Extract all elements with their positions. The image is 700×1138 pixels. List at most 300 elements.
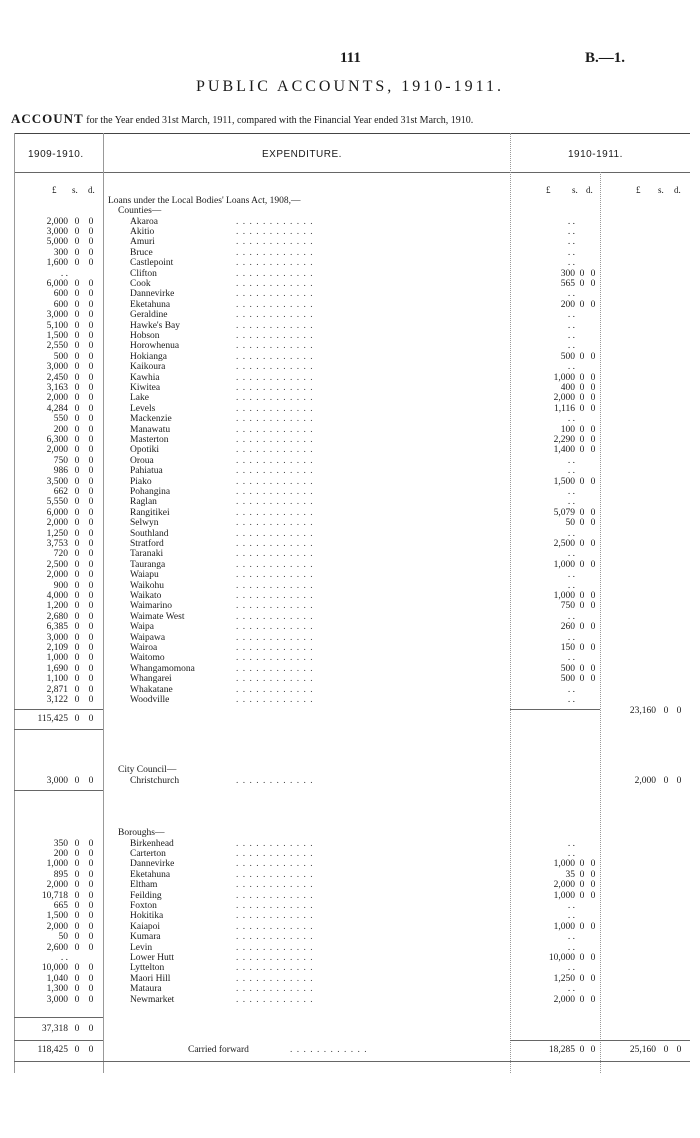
- boroughs-prev-under-rule: [14, 1040, 103, 1041]
- cur-amount: 5,079: [553, 507, 575, 518]
- cur-shillings: 0: [579, 538, 585, 549]
- cur-placeholder: . .: [567, 838, 575, 849]
- expenditure-header: EXPENDITURE.: [262, 149, 342, 160]
- carried-cur-d: 0: [590, 1045, 596, 1055]
- table-row: [0, 653, 700, 664]
- prev-shillings: 0: [74, 528, 80, 539]
- prev-shillings: 0: [74, 694, 80, 705]
- leader-dots: . . . . . . . . . . . .: [236, 580, 314, 591]
- cur-pence: 0: [590, 507, 596, 518]
- table-row: [0, 279, 700, 290]
- cur-shillings: 0: [579, 994, 585, 1005]
- local-body-name: Horowhenua: [130, 341, 180, 352]
- leader-dots: . . . . . . . . . . . .: [236, 984, 314, 995]
- prev-shillings: 0: [74, 237, 80, 248]
- prev-shillings: 0: [74, 570, 80, 581]
- cur-placeholder: . .: [567, 942, 575, 953]
- cur-shillings: 0: [579, 674, 585, 685]
- table-row: [0, 237, 700, 248]
- leader-dots: . . . . . . . . . . . .: [236, 466, 314, 477]
- table-top-rule: [14, 133, 690, 134]
- leader-dots: . . . . . . . . . . . .: [236, 268, 314, 279]
- prev-shillings: 0: [74, 518, 80, 529]
- cur-shillings: 0: [579, 663, 585, 674]
- carried-total: 25,160: [629, 1045, 656, 1055]
- local-body-name: Mackenzie: [130, 414, 172, 425]
- prev-shillings: 0: [74, 632, 80, 643]
- prev-pence: 0: [88, 538, 94, 549]
- prev-pence: 0: [88, 684, 94, 695]
- table-row: [0, 932, 700, 943]
- prev-shilling-label: s.: [72, 185, 78, 195]
- leader-dots: . . . . . . . . . . . .: [236, 320, 314, 331]
- carried-total-d: 0: [676, 1045, 682, 1055]
- table-row: [0, 425, 700, 436]
- table-row: [0, 331, 700, 342]
- prev-shillings: 0: [74, 963, 80, 974]
- prev-shillings: 0: [74, 330, 80, 341]
- cur-amount: 50: [565, 518, 575, 529]
- leader-dots: . . . . . . . . . . . .: [236, 663, 314, 674]
- cur-placeholder: . .: [567, 320, 575, 331]
- cur-pence: 0: [590, 663, 596, 674]
- prev-pence: 0: [88, 403, 94, 414]
- cur-amount: 565: [560, 278, 575, 289]
- local-body-name: Selwyn: [130, 518, 159, 529]
- cur-amount: 2,000: [553, 880, 575, 891]
- prev-pence: 0: [88, 497, 94, 508]
- table-bottom-rule: [14, 1061, 690, 1062]
- cur-amount: 150: [560, 642, 575, 653]
- cur-shillings: 0: [579, 642, 585, 653]
- cur-placeholder: . .: [567, 310, 575, 321]
- local-body-name: Masterton: [130, 434, 169, 445]
- prev-pence: 0: [88, 226, 94, 237]
- leader-dots: . . . . . . . . . . . .: [236, 590, 314, 601]
- leader-dots: . . . . . . . . . . . .: [236, 476, 314, 487]
- table-row: [0, 227, 700, 238]
- cur-pence-label: d.: [586, 185, 593, 195]
- prev-pence: 0: [88, 921, 94, 932]
- leader-dots: . . . . . . . . . . . .: [236, 424, 314, 435]
- cur-amount: 500: [560, 674, 575, 685]
- prev-pence: 0: [88, 900, 94, 911]
- cur-shillings: 0: [579, 869, 585, 880]
- prev-shillings: 0: [74, 507, 80, 518]
- city-prev-rule: [14, 790, 103, 791]
- local-body-name: Eltham: [130, 880, 158, 891]
- prev-pence: 0: [88, 642, 94, 653]
- leader-dots: . . . . . . . . . . . .: [236, 601, 314, 612]
- prev-pence: 0: [88, 942, 94, 953]
- cur-pence: 0: [590, 476, 596, 487]
- table-row: [0, 321, 700, 332]
- table-row: [0, 529, 700, 540]
- cur-placeholder: . .: [567, 455, 575, 466]
- leader-dots: . . . . . . . . . . . .: [236, 963, 314, 974]
- prev-shillings: 0: [74, 486, 80, 497]
- carried-cur-s: 0: [579, 1045, 585, 1055]
- leader-dots: . . . . . . . . . . . .: [236, 952, 314, 963]
- cur-shillings: 0: [579, 434, 585, 445]
- prev-shillings: 0: [74, 289, 80, 300]
- table-row: [0, 373, 700, 384]
- counties-prev-total-d: 0: [88, 714, 94, 724]
- prev-amount: 2,871: [46, 684, 68, 695]
- prev-shillings: 0: [74, 466, 80, 477]
- carried-total-s: 0: [663, 1045, 669, 1055]
- cur-pence: 0: [590, 952, 596, 963]
- table-row: [0, 922, 700, 933]
- prev-pence: 0: [88, 445, 94, 456]
- prev-shillings: 0: [74, 362, 80, 373]
- leader-dots: . . . . . . . . . . . .: [236, 674, 314, 685]
- prev-amount: 1,000: [46, 859, 68, 870]
- prev-amount: 1,300: [46, 984, 68, 995]
- prev-pence: 0: [88, 694, 94, 705]
- prev-pence: 0: [88, 932, 94, 943]
- prev-pence: 0: [88, 549, 94, 560]
- table-row: [0, 310, 700, 321]
- intro-row: [0, 196, 700, 207]
- prev-shillings: 0: [74, 921, 80, 932]
- document-code: B.—1.: [585, 50, 626, 66]
- local-body-name: Whangamomona: [130, 663, 195, 674]
- prev-shillings: 0: [74, 226, 80, 237]
- prev-amount: 1,200: [46, 601, 68, 612]
- prev-amount: 3,753: [46, 538, 68, 549]
- local-body-name: Cook: [130, 278, 151, 289]
- prev-amount: 2,000: [46, 393, 68, 404]
- cur-placeholder: . .: [567, 414, 575, 425]
- prev-pence: 0: [88, 859, 94, 870]
- leader-dots: . . . . . . . . . . . .: [236, 570, 314, 581]
- cur-amount: 1,000: [553, 859, 575, 870]
- cur-placeholder: . .: [567, 984, 575, 995]
- prev-amount: 750: [53, 455, 68, 466]
- local-body-name: Kumara: [130, 932, 161, 943]
- local-body-name: Woodville: [130, 694, 170, 705]
- cur-shillings: 0: [579, 299, 585, 310]
- cur-placeholder: . .: [567, 237, 575, 248]
- prev-pence: 0: [88, 559, 94, 570]
- local-body-name: Clifton: [130, 268, 157, 279]
- counties-prev-total-s: 0: [74, 714, 80, 724]
- local-body-name: Birkenhead: [130, 838, 174, 849]
- leader-dots: . . . . . . . . . . . .: [236, 848, 314, 859]
- prev-shillings: 0: [74, 538, 80, 549]
- cur-pence: 0: [590, 994, 596, 1005]
- table-row: [0, 839, 700, 850]
- local-body-name: Lyttelton: [130, 963, 165, 974]
- table-row: [0, 581, 700, 592]
- cur-pence: 0: [590, 424, 596, 435]
- carried-prev-s: 0: [74, 1045, 80, 1055]
- local-body-name: Waipa: [130, 622, 155, 633]
- prev-amount: 4,284: [46, 403, 68, 414]
- cur-pence: 0: [590, 601, 596, 612]
- prev-shillings: 0: [74, 984, 80, 995]
- prev-amount: 3,000: [46, 310, 68, 321]
- leader-dots: . . . . . . . . . . . .: [236, 694, 314, 705]
- local-body-name: Mataura: [130, 984, 162, 995]
- prev-amount: 600: [53, 289, 68, 300]
- table-row: [0, 560, 700, 571]
- local-body-name: Dannevirke: [130, 859, 175, 870]
- prev-amount: 600: [53, 299, 68, 310]
- leader-dots: . . . . . . . . . . . .: [236, 382, 314, 393]
- prev-pence: 0: [88, 476, 94, 487]
- table-row: [0, 362, 700, 373]
- leader-dots: . . . . . . . . . . . .: [236, 299, 314, 310]
- prev-pence: 0: [88, 455, 94, 466]
- prev-shillings: 0: [74, 351, 80, 362]
- leader-dots: . . . . . . . . . . . .: [236, 684, 314, 695]
- prev-pence: 0: [88, 590, 94, 601]
- boroughs-heading: Boroughs—: [118, 828, 165, 838]
- local-body-name: Lower Hutt: [130, 952, 175, 963]
- account-word: ACCOUNT: [11, 111, 84, 126]
- cur-amount: 1,000: [553, 921, 575, 932]
- prev-pence: 0: [88, 424, 94, 435]
- leader-dots: . . . . . . . . . . . .: [236, 414, 314, 425]
- local-body-name: Levin: [130, 942, 153, 953]
- prev-shillings: 0: [74, 414, 80, 425]
- table-row: [0, 984, 700, 995]
- local-body-name: Taranaki: [130, 549, 164, 560]
- leader-dots: . . . . . . . . . . . .: [236, 362, 314, 373]
- leader-dots: . . . . . . . . . . . .: [236, 226, 314, 237]
- prev-amount: 6,300: [46, 434, 68, 445]
- prev-shillings: 0: [74, 869, 80, 880]
- local-body-name: Wairoa: [130, 642, 158, 653]
- table-row: [0, 870, 700, 881]
- table-row: [0, 508, 700, 519]
- leader-dots: . . . . . . . . . . . .: [236, 859, 314, 870]
- table-row: [0, 258, 700, 269]
- table-row: [0, 880, 700, 891]
- prev-amount: 720: [53, 549, 68, 560]
- table-row: [0, 591, 700, 602]
- prev-amount: 2,000: [46, 518, 68, 529]
- cur-pence: 0: [590, 622, 596, 633]
- local-body-name: Hobson: [130, 330, 160, 341]
- cur-shillings: 0: [579, 973, 585, 984]
- boroughs-prev-total-row: [0, 1024, 700, 1035]
- leader-dots: . . . . . . . . . . . .: [236, 247, 314, 258]
- cur-placeholder: . .: [567, 570, 575, 581]
- leader-dots: . . . . . . . . . . . .: [236, 258, 314, 269]
- prev-amount: 2,680: [46, 611, 68, 622]
- prev-pence: 0: [88, 393, 94, 404]
- cur-pence: 0: [590, 445, 596, 456]
- leader-dots: . . . . . . . . . . . .: [236, 921, 314, 932]
- table-row: [0, 477, 700, 488]
- leader-dots: . . . . . . . . . . . .: [236, 911, 314, 922]
- table-row: [0, 518, 700, 529]
- cur-amount: 300: [560, 268, 575, 279]
- local-body-name: Rangitikei: [130, 507, 170, 518]
- prev-pence: 0: [88, 299, 94, 310]
- prev-pence: 0: [88, 258, 94, 269]
- prev-amount: 50: [58, 932, 68, 943]
- cur-amount: 1,000: [553, 890, 575, 901]
- counties-prev-total-row: [0, 714, 700, 725]
- local-body-name: Oroua: [130, 455, 154, 466]
- prev-pence: 0: [88, 622, 94, 633]
- cur-shillings: 0: [579, 372, 585, 383]
- cur-placeholder: . .: [567, 226, 575, 237]
- prev-shillings: 0: [74, 278, 80, 289]
- prev-pence: 0: [88, 351, 94, 362]
- cur-pence: 0: [590, 434, 596, 445]
- table-row: [0, 414, 700, 425]
- table-row: [0, 953, 700, 964]
- local-body-name: Tauranga: [130, 559, 166, 570]
- prev-amount: 1,690: [46, 663, 68, 674]
- leader-dots: . . . . . . . . . . . .: [236, 528, 314, 539]
- cur-placeholder: . .: [567, 580, 575, 591]
- prev-shillings: 0: [74, 455, 80, 466]
- counties-heading: Counties—: [118, 206, 162, 216]
- cur-shillings: 0: [579, 268, 585, 279]
- prev-pence: 0: [88, 320, 94, 331]
- cur-pence: 0: [590, 351, 596, 362]
- table-row: [0, 466, 700, 477]
- prev-pence-label: d.: [88, 185, 95, 195]
- cur-pence: 0: [590, 674, 596, 685]
- local-body-name: Eketahuna: [130, 299, 171, 310]
- prev-pence: 0: [88, 580, 94, 591]
- prev-shillings: 0: [74, 247, 80, 258]
- counties-cur-total-d: 0: [676, 706, 682, 716]
- cur-pence: 0: [590, 393, 596, 404]
- leader-dots: . . . . . . . . . . . .: [236, 942, 314, 953]
- cur-year-header: 1910-1911.: [568, 149, 623, 160]
- table-row: [0, 664, 700, 675]
- table-row: [0, 849, 700, 860]
- cur-placeholder: . .: [567, 684, 575, 695]
- prev-amount: 2,109: [46, 642, 68, 653]
- cur-shillings: 0: [579, 880, 585, 891]
- prev-amount: 3,500: [46, 476, 68, 487]
- prev-amount: 1,100: [46, 674, 68, 685]
- cur-placeholder: . .: [567, 653, 575, 664]
- prev-amount: 662: [53, 486, 68, 497]
- table-row: [0, 674, 700, 685]
- cur-placeholder: . .: [567, 963, 575, 974]
- cur-placeholder: . .: [567, 932, 575, 943]
- prev-amount: 2,450: [46, 372, 68, 383]
- prev-amount: 6,000: [46, 278, 68, 289]
- leader-dots: . . . . . . . . . . . .: [236, 900, 314, 911]
- table-row: [0, 622, 700, 633]
- leader-dots: . . . . . . . . . . . .: [236, 994, 314, 1005]
- carried-prev: 118,425: [37, 1045, 68, 1055]
- local-body-name: Kiwitea: [130, 382, 161, 393]
- prev-shillings: 0: [74, 601, 80, 612]
- cur-pence: 0: [590, 859, 596, 870]
- prev-shillings: 0: [74, 434, 80, 445]
- cur-placeholder: . .: [567, 911, 575, 922]
- local-body-name: Hawke's Bay: [130, 320, 180, 331]
- local-body-name: Maori Hill: [130, 973, 171, 984]
- leader-dots: . . . . . . . . . . . .: [236, 278, 314, 289]
- local-body-name: Akitio: [130, 226, 155, 237]
- cur-pence: 0: [590, 538, 596, 549]
- city-name: Christchurch: [130, 776, 180, 786]
- prev-amount: 3,000: [46, 226, 68, 237]
- prev-shillings: 0: [74, 900, 80, 911]
- prev-amount: 200: [53, 424, 68, 435]
- prev-shillings: 0: [74, 445, 80, 456]
- leader-dots: . . . . . . . . . . . .: [236, 455, 314, 466]
- cur-shillings: 0: [579, 351, 585, 362]
- local-body-name: Waikohu: [130, 580, 165, 591]
- cur-placeholder: . .: [567, 247, 575, 258]
- local-body-name: Dannevirke: [130, 289, 175, 300]
- prev-shillings: 0: [74, 382, 80, 393]
- carried-prev-d: 0: [88, 1045, 94, 1055]
- carried-cur-rule: [510, 1040, 690, 1041]
- prev-amount: 500: [53, 351, 68, 362]
- cur-pence: 0: [590, 299, 596, 310]
- prev-pence: 0: [88, 653, 94, 664]
- table-row: [0, 963, 700, 974]
- cur-shillings: 0: [579, 518, 585, 529]
- cur-amount: 1,000: [553, 590, 575, 601]
- local-body-name: Kawhia: [130, 372, 160, 383]
- prev-placeholder: . .: [60, 952, 68, 963]
- page-number: 111: [340, 50, 361, 66]
- cur-amount: 200: [560, 299, 575, 310]
- prev-amount: 2,550: [46, 341, 68, 352]
- carried-cur: 18,285: [548, 1045, 575, 1055]
- leader-dots: . . . . . . . . . . . .: [236, 632, 314, 643]
- table-row: [0, 487, 700, 498]
- cur-placeholder: . .: [567, 632, 575, 643]
- local-body-name: Levels: [130, 403, 156, 414]
- local-body-name: Waiapu: [130, 570, 159, 581]
- local-body-name: Whakatane: [130, 684, 173, 695]
- cur-amount: 2,290: [553, 434, 575, 445]
- local-body-name: Manawatu: [130, 424, 171, 435]
- cur-placeholder: . .: [567, 528, 575, 539]
- table-row: [0, 383, 700, 394]
- prev-shillings: 0: [74, 403, 80, 414]
- leader-dots: . . . . . . . . . . . .: [236, 497, 314, 508]
- cur-amount: 2,000: [553, 994, 575, 1005]
- prev-shillings: 0: [74, 320, 80, 331]
- cur-pence: 0: [590, 268, 596, 279]
- leader-dots: . . . . . . . . . . . .: [236, 973, 314, 984]
- table-row: [0, 995, 700, 1006]
- city-heading-row: [0, 765, 700, 776]
- local-body-name: Lake: [130, 393, 149, 404]
- local-body-name: Stratford: [130, 538, 164, 549]
- leader-dots: . . . . . . . . . . . .: [236, 869, 314, 880]
- prev-pence: 0: [88, 663, 94, 674]
- local-body-name: Akaroa: [130, 216, 158, 227]
- prev-amount: 350: [53, 838, 68, 849]
- leader-dots: . . . . . . . . . . . .: [236, 549, 314, 560]
- cur-placeholder: . .: [567, 694, 575, 705]
- prev-pound-label: £: [52, 185, 57, 195]
- prev-shillings: 0: [74, 559, 80, 570]
- prev-shillings: 0: [74, 476, 80, 487]
- prev-pence: 0: [88, 890, 94, 901]
- prev-shillings: 0: [74, 973, 80, 984]
